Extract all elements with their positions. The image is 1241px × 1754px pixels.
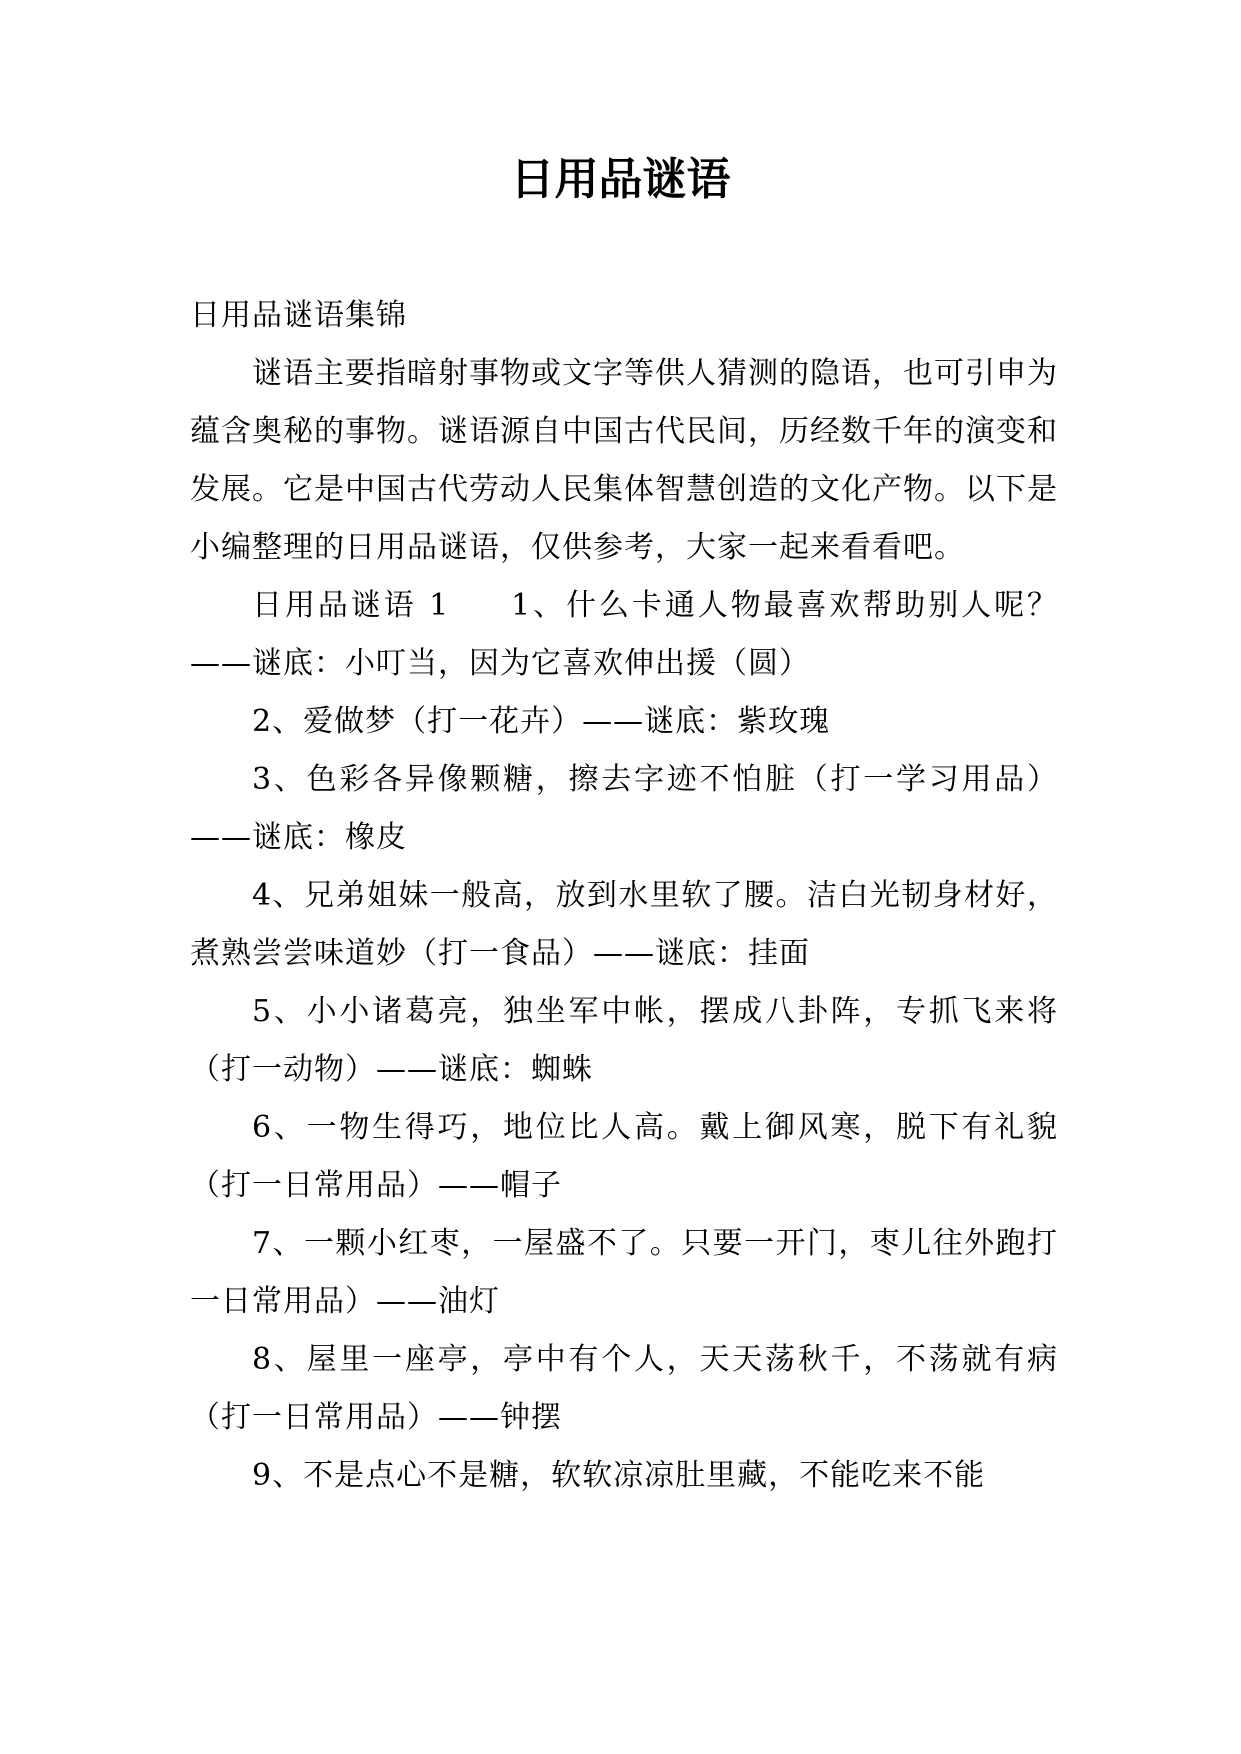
riddle-item-6: 6、一物生得巧，地位比人高。戴上御风寒，脱下有礼貌（打一日常用品）——帽子 bbox=[190, 1110, 1058, 1203]
document-title: 日用品谜语 bbox=[510, 154, 731, 205]
intro-paragraph: 谜语主要指暗射事物或文字等供人猜测的隐语，也可引申为蕴含奥秘的事物。谜语源自中国古代民间，历经数千年的演变和发展。它是中国古代劳动人民集体智慧创造的文化产物。以下是小编整理的日用品谜语，仅供参考，大家一起来看看吧。 bbox=[190, 356, 1058, 565]
riddle-item-7: 7、一颗小红枣，一屋盛不了。只要一开门，枣儿往外跑打一日常用品）——油灯 bbox=[190, 1226, 1058, 1319]
riddle-item-8: 8、屋里一座亭，亭中有个人，天天荡秋千，不荡就有病（打一日常用品）——钟摆 bbox=[190, 1342, 1058, 1435]
riddle-item-4: 4、兄弟姐妹一般高，放到水里软了腰。洁白光韧身材好，煮熟尝尝味道妙（打一食品）——谜底：挂面 bbox=[190, 878, 1058, 971]
riddle-text: 1、什么卡通人物最喜欢帮助别人呢？——谜底：小叮当，因为它喜欢伸出援（圆） bbox=[190, 588, 1058, 681]
document-body bbox=[190, 287, 1058, 1505]
riddle-item-2: 2、爱做梦（打一花卉）——谜底：紫玫瑰 bbox=[252, 704, 831, 739]
riddle-item-9: 9、不是点心不是糖，软软凉凉肚里藏，不能吃来不能 bbox=[252, 1458, 986, 1493]
riddle-item-5: 5、小小诸葛亮，独坐军中帐，摆成八卦阵，专抓飞来将（打一动物）——谜底：蜘蛛 bbox=[190, 994, 1058, 1087]
riddle-item-3: 3、色彩各异像颗糖，擦去字迹不怕脏（打一学习用品）——谜底：橡皮 bbox=[190, 762, 1058, 855]
document-subtitle: 日用品谜语集锦 bbox=[190, 298, 407, 333]
section-label: 日用品谜语 1 bbox=[252, 588, 450, 623]
riddle-item-1 bbox=[190, 577, 1058, 693]
